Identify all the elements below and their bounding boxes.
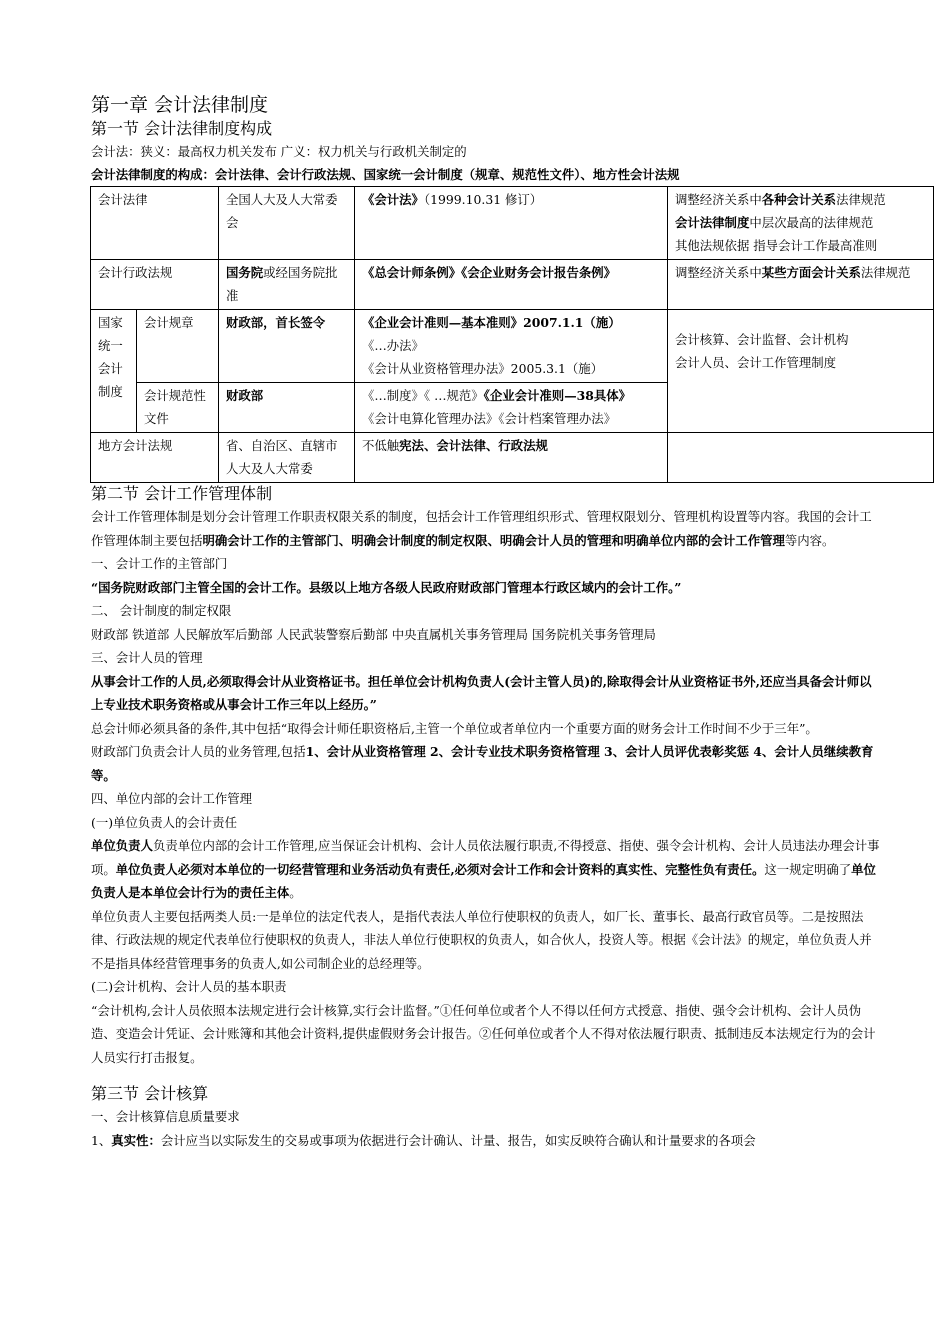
subheading: 一、会计核算信息质量要求 <box>91 1109 240 1124</box>
paragraph: 财政部门负责会计人员的业务管理,包括1、会计从业资格管理 2、会计专业技术职务资格管理 3、会计人员评优表彰奖惩 4、会计人员继续教育等。 <box>91 744 874 783</box>
subheading: 四、单位内部的会计工作管理 <box>91 791 253 806</box>
paragraph: 财政部 铁道部 人民解放军后勤部 人民武装警察后勤部 中央直属机关事务管理局 国务院机关事务管理局 <box>91 626 656 642</box>
subheading: (一)单位负责人的会计责任 <box>91 814 237 830</box>
paragraph: 单位负责人主要包括两类人员:一是单位的法定代表人，是指代表法人单位行使职权的负责人，如厂长、董事长、最高行政官员等。二是按照法律、行政法规的规定代表单位行使职权的负责人，非法人单位行使职权的负责人，如合伙人，投资人等。根据《会计法》的规定，单位负责人并不是指具体经营管理事务的负责人,如公司制企业的总经理等。 <box>91 908 872 971</box>
table-cell: 会计行政法规 <box>91 260 219 310</box>
document-page <box>91 92 911 1152</box>
table-cell: 《会计法》（1999.10.31 修订） <box>355 187 668 260</box>
subheading: 三、会计人员的管理 <box>91 650 203 665</box>
subheading: (二)会计机构、会计人员的基本职责 <box>91 979 287 994</box>
table-cell: 不低触宪法、会计法律、行政法规 <box>355 433 668 483</box>
accounting-law-definition: 会计法：狭义：最高权力机关发布 广义：权力机关与行政机关制定的 <box>91 144 467 159</box>
system-composition: 会计法律制度的构成：会计法律、会计行政法规、国家统一会计制度（规章、规范性文件）、地方性会计法规 <box>91 167 680 182</box>
subheading: 二、 会计制度的制定权限 <box>91 603 232 618</box>
chapter-title: 第一章 会计法律制度 <box>91 94 269 116</box>
table-cell: 调整经济关系中某些方面会计关系法律规范 <box>668 260 934 310</box>
table-row <box>91 310 934 383</box>
paragraph: “会计机构,会计人员依照本法规定进行会计核算,实行会计监督。”①任何单位或者个人不得以任何方式授意、指使、强令会计机构、会计人员伪造、变造会计凭证、会计账簿和其他会计资料,提供虚假财务会计报告。②任何单位或者个人不得对依法履行职责、抵制违反本法规定行为的会计人员实行打击报复。 <box>91 1002 876 1065</box>
section-1-title: 第一节 会计法律制度构成 <box>91 119 273 138</box>
table-cell: 会计核算、会计监督、会计机构 会计人员、会计工作管理制度 <box>668 310 934 433</box>
paragraph: 1、真实性：会计应当以实际发生的交易或事项为依据进行会计确认、计量、报告，如实反映符合确认和计量要求的各项会 <box>91 1132 756 1148</box>
law-system-table <box>90 186 934 483</box>
section-2-title: 第二节 会计工作管理体制 <box>91 484 273 503</box>
table-cell <box>668 433 934 483</box>
table-cell: 《企业会计准则—基本准则》2007.1.1（施） 《…办法》 《会计从业资格管理办法》2005.3.1（施） <box>355 310 668 383</box>
paragraph: “国务院财政部门主管全国的会计工作。县级以上地方各级人民政府财政部门管理本行政区域内的会计工作。” <box>91 579 682 595</box>
table-cell: 调整经济关系中各种会计关系法律规范 会计法律制度中层次最高的法律规范 其他法规依据 指导会计工作最高准则 <box>668 187 934 260</box>
table-cell: 财政部 <box>219 383 355 433</box>
section-3-title: 第三节 会计核算 <box>91 1084 209 1103</box>
paragraph: 会计工作管理体制是划分会计管理工作职责权限关系的制度，包括会计工作管理组织形式、管理权限划分、管理机构设置等内容。我国的会计工作管理体制主要包括明确会计工作的主管部门、明确会计制度的制定权限、明确会计人员的管理和明确单位内部的会计工作管理等内容。 <box>91 509 872 548</box>
table-cell: 省、自治区、直辖市人大及人大常委 <box>219 433 355 483</box>
table-cell: 地方会计法规 <box>91 433 219 483</box>
table-row <box>91 433 934 483</box>
table-cell: 财政部，首长签令 <box>219 310 355 383</box>
table-cell: 全国人大及人大常委会 <box>219 187 355 260</box>
subheading: 一、会计工作的主管部门 <box>91 556 228 571</box>
table-cell: 国家统一会计制度 <box>91 310 137 433</box>
table-row <box>91 260 934 310</box>
paragraph: 从事会计工作的人员,必须取得会计从业资格证书。担任单位会计机构负责人(会计主管人员)的,除取得会计从业资格证书外,还应当具备会计师以上专业技术职务资格或从事会计工作三年以上经历。” <box>91 673 872 712</box>
table-cell: 会计规范性文件 <box>137 383 219 433</box>
paragraph: 总会计师必须具备的条件,其中包括“取得会计师任职资格后,主管一个单位或者单位内一个重要方面的财务会计工作时间不少于三年”。 <box>91 720 818 736</box>
table-cell: 《总会计师条例》《会企业财务会计报告条例》 <box>355 260 668 310</box>
table-row <box>91 187 934 260</box>
table-cell: 会计规章 <box>137 310 219 383</box>
paragraph: 单位负责人负责单位内部的会计工作管理,应当保证会计机构、会计人员依法履行职责,不得授意、指使、强令会计机构、会计人员违法办理会计事项。单位负责人必须对本单位的一切经营管理和业务活动负有责任,必须对会计工作和会计资料的真实性、完整性负有责任。这一规定明确了单位负责人是本单位会计行为的责任主体。 <box>91 838 880 900</box>
table-cell: 国务院或经国务院批准 <box>219 260 355 310</box>
table-cell: 《…制度》《 …规范》《企业会计准则—38具体》 《会计电算化管理办法》《会计档案管理办法》 <box>355 383 668 433</box>
table-cell: 会计法律 <box>91 187 219 260</box>
